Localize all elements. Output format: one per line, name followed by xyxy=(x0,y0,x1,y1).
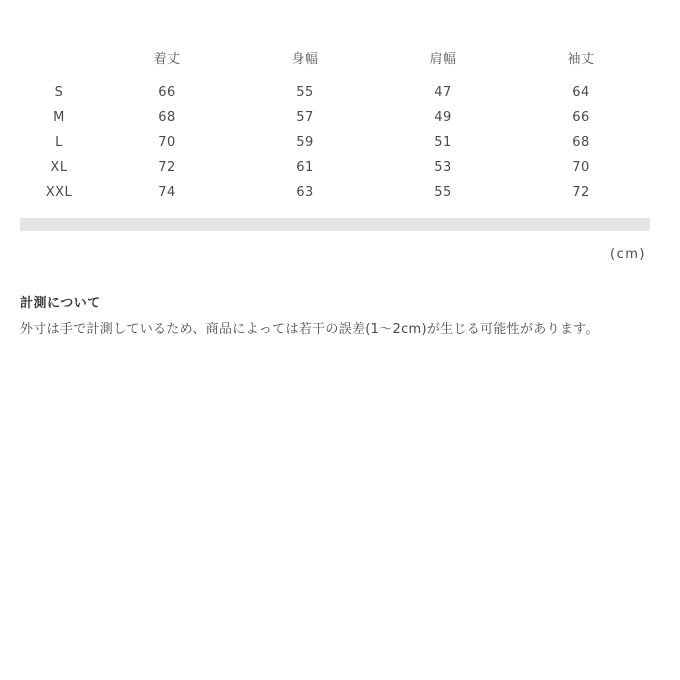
size-label: L xyxy=(55,135,63,150)
table-row xyxy=(20,180,650,205)
cell-sleeve-length: 64 xyxy=(572,85,590,100)
cell-length: 66 xyxy=(158,85,176,100)
cell-sleeve-length: 66 xyxy=(572,110,590,125)
table-row xyxy=(20,155,650,180)
cell-body-width: 61 xyxy=(296,160,314,175)
size-label: S xyxy=(54,85,64,100)
header-spacer xyxy=(20,72,650,80)
table-row xyxy=(20,130,650,155)
cell-sleeve-length: 72 xyxy=(572,185,590,200)
cell-length: 72 xyxy=(158,160,176,175)
cell-length: 70 xyxy=(158,135,176,150)
size-label: M xyxy=(53,110,65,125)
cell-sleeve-length: 70 xyxy=(572,160,590,175)
size-label: XXL xyxy=(45,185,73,200)
unit-label: (cm) xyxy=(610,247,646,262)
cell-sleeve-length: 68 xyxy=(572,135,590,150)
cell-shoulder-width: 49 xyxy=(434,110,452,125)
cell-shoulder-width: 53 xyxy=(434,160,452,175)
size-label: XL xyxy=(50,160,68,175)
header-row xyxy=(20,42,650,72)
header-length: 着丈 xyxy=(153,51,181,67)
header-shoulder-width: 肩幅 xyxy=(429,51,457,67)
header-sleeve-length: 袖丈 xyxy=(567,51,595,67)
size-chart-table xyxy=(20,42,650,205)
table-row xyxy=(20,105,650,130)
cell-length: 74 xyxy=(158,185,176,200)
table-row xyxy=(20,80,650,105)
cell-body-width: 55 xyxy=(296,85,314,100)
cell-body-width: 57 xyxy=(296,110,314,125)
cell-body-width: 63 xyxy=(296,185,314,200)
table-footer-bar xyxy=(20,218,650,231)
cell-shoulder-width: 47 xyxy=(434,85,452,100)
measurement-note-body: 外寸は手で計測しているため、商品によっては若干の誤差(1〜2cm)が生じる可能性があります。 xyxy=(20,322,599,337)
cell-length: 68 xyxy=(158,110,176,125)
header-size xyxy=(20,42,98,72)
cell-body-width: 59 xyxy=(296,135,314,150)
cell-shoulder-width: 51 xyxy=(434,135,452,150)
header-body-width: 身幅 xyxy=(291,51,319,67)
measurement-note-title: 計測について xyxy=(20,296,101,311)
cell-shoulder-width: 55 xyxy=(434,185,452,200)
